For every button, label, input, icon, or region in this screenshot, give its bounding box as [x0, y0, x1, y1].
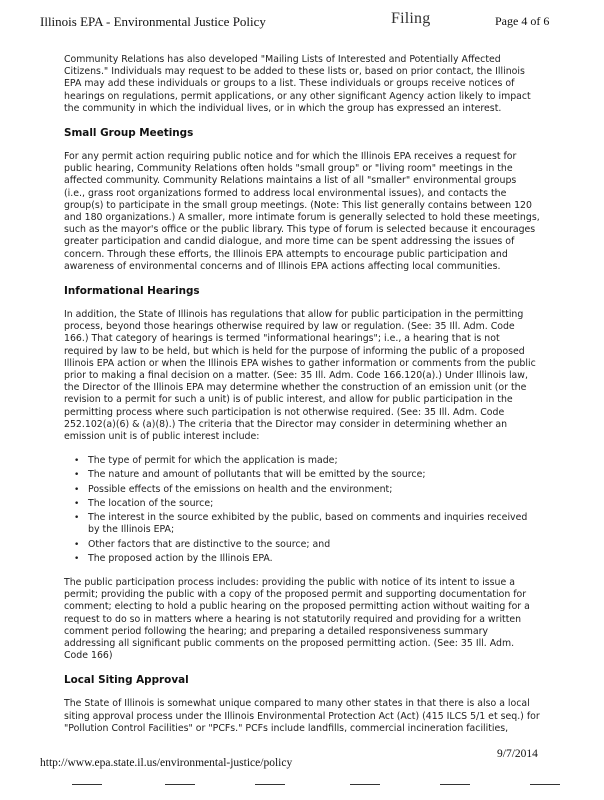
list-item [74, 469, 540, 481]
list-item [74, 552, 540, 565]
bullet-icon: • [74, 513, 80, 524]
list-item [74, 512, 540, 536]
document-body [64, 54, 540, 747]
bullet-icon: • [74, 553, 80, 564]
bullet-icon: • [74, 498, 80, 509]
bullet-icon: • [74, 539, 80, 550]
list-item-text: The location of the source; [88, 497, 214, 509]
list-item [74, 497, 540, 510]
list-item-text: The nature and amount of pollutants that will be emitted by the source; [88, 469, 426, 481]
process-paragraph: The public participation process includes: providing the public with notice of its intent to issue a permit; providing the public with a copy of the proposed permit and supporting documentation for comment; electing to hold a public hearing on the proposed permitting action without waiting for a request to do so in matters where a hearing is not statutorily required and providing for a written comment period following the hearing; and preparing a detailed responsiveness summary addressing all significant public comments on the proposed permitting action. (See: 35 Ill. Adm. Code 166) [64, 576, 530, 662]
list-item-text: Other factors that are distinctive to the source; and [88, 538, 331, 550]
scan-line [255, 784, 285, 785]
list-item [74, 483, 540, 496]
scan-line [440, 784, 470, 785]
local-siting-paragraph: The State of Illinois is somewhat unique compared to many other states in that there is also a local siting approval process under the Illinois Environmental Protection Act (Act) (415 ILCS 5/1 et seq.) for "Pollution Control Facilities" or "PCFs." PCFs include landfills, commercial incineration facilities, [64, 698, 540, 734]
scan-line [72, 784, 102, 785]
list-item-text: The type of permit for which the application is made; [88, 455, 338, 467]
criteria-list [64, 455, 540, 565]
filing-stamp: Filing [391, 10, 431, 27]
bullet-icon: • [74, 456, 80, 467]
list-item [74, 538, 540, 551]
intro-paragraph: Community Relations has also developed "Mailing Lists of Interested and Potentially Affected Citizens." Individuals may request to be added to these lists or, based on prior contact, the Illinois EPA may add these individuals or groups to a list. These individuals or groups receive notices of hearings on regulations, permit applications, or any other significant Agency action likely to impact the community in which the individual lives, or in which the group has expressed an interest. [64, 54, 531, 114]
informational-paragraph: In addition, the State of Illinois has regulations that allow for public participation in the permitting process, beyond those hearings otherwise required by law or regulation. (See: 35 Ill. Adm. Code 166.) That category of hearings is termed "informational hearings"; i.e., a hearing that is not required by law to be held, but which is held for the purpose of informing the public of a proposed Illinois EPA action or when the Illinois EPA wishes to gather information or comments from the public prior to making a final decision on a matter. (See: 35 Ill. Adm. Code 166.120(a).) Under Illinois law, the Director of the Illinois EPA may determine whether the construction of an emission unit (or the revision to a permit for such a unit) is of public interest, and allow for public participation in the permitting process where such participation is not otherwise required. (See: 35 Ill. Adm. Code 252.102(a)(6) & (a)(8).) The criteria that the Director may consider in determining whether an emission unit is of public interest include: [64, 309, 536, 443]
page-number: Page 4 of 6 [495, 14, 550, 28]
small-group-paragraph: For any permit action requiring public notice and for which the Illinois EPA receives a request for public hearing, Community Relations often holds "small group" or "living room" meetings in the affected community. Community Relations maintains a list of all "smaller" environmental groups (i.e., grass root organizations formed to address local environmental issues), and contacts the group(s) to participate in the small group meetings. (Note: This list generally contains between 120 and 180 organizations.) A smaller, more intimate forum is generally selected to hold these meetings, such as the mayor's office or the public library. This type of forum is selected because it encourages greater participation and candid dialogue, and more time can be spent addressing the issues of concern. Through these efforts, the Illinois EPA attempts to encourage public participation and awareness of environmental concerns and of Illinois EPA actions affecting local communities. [64, 151, 540, 272]
scan-line [350, 784, 380, 785]
list-item-text: The proposed action by the Illinois EPA. [88, 552, 273, 564]
section-heading-informational: Informational Hearings [64, 285, 200, 298]
bullet-icon: • [74, 484, 80, 495]
list-item-text: The interest in the source exhibited by the public, based on comments and inquiries received by the Illinois EPA; [88, 512, 528, 536]
scan-line [530, 784, 560, 785]
section-heading-local-siting: Local Siting Approval [64, 674, 189, 687]
footer-url: http://www.epa.state.il.us/environmental-justice/policy [40, 757, 293, 769]
scan-artifact-lines [0, 778, 604, 790]
list-item-text: Possible effects of the emissions on health and the environment; [88, 483, 393, 495]
list-item [74, 455, 540, 467]
page-header-title: Illinois EPA - Environmental Justice Policy [40, 14, 266, 29]
scan-line [165, 784, 195, 785]
bullet-icon: • [74, 470, 80, 481]
section-heading-small-group: Small Group Meetings [64, 127, 194, 140]
footer-date: 9/7/2014 [497, 748, 538, 760]
